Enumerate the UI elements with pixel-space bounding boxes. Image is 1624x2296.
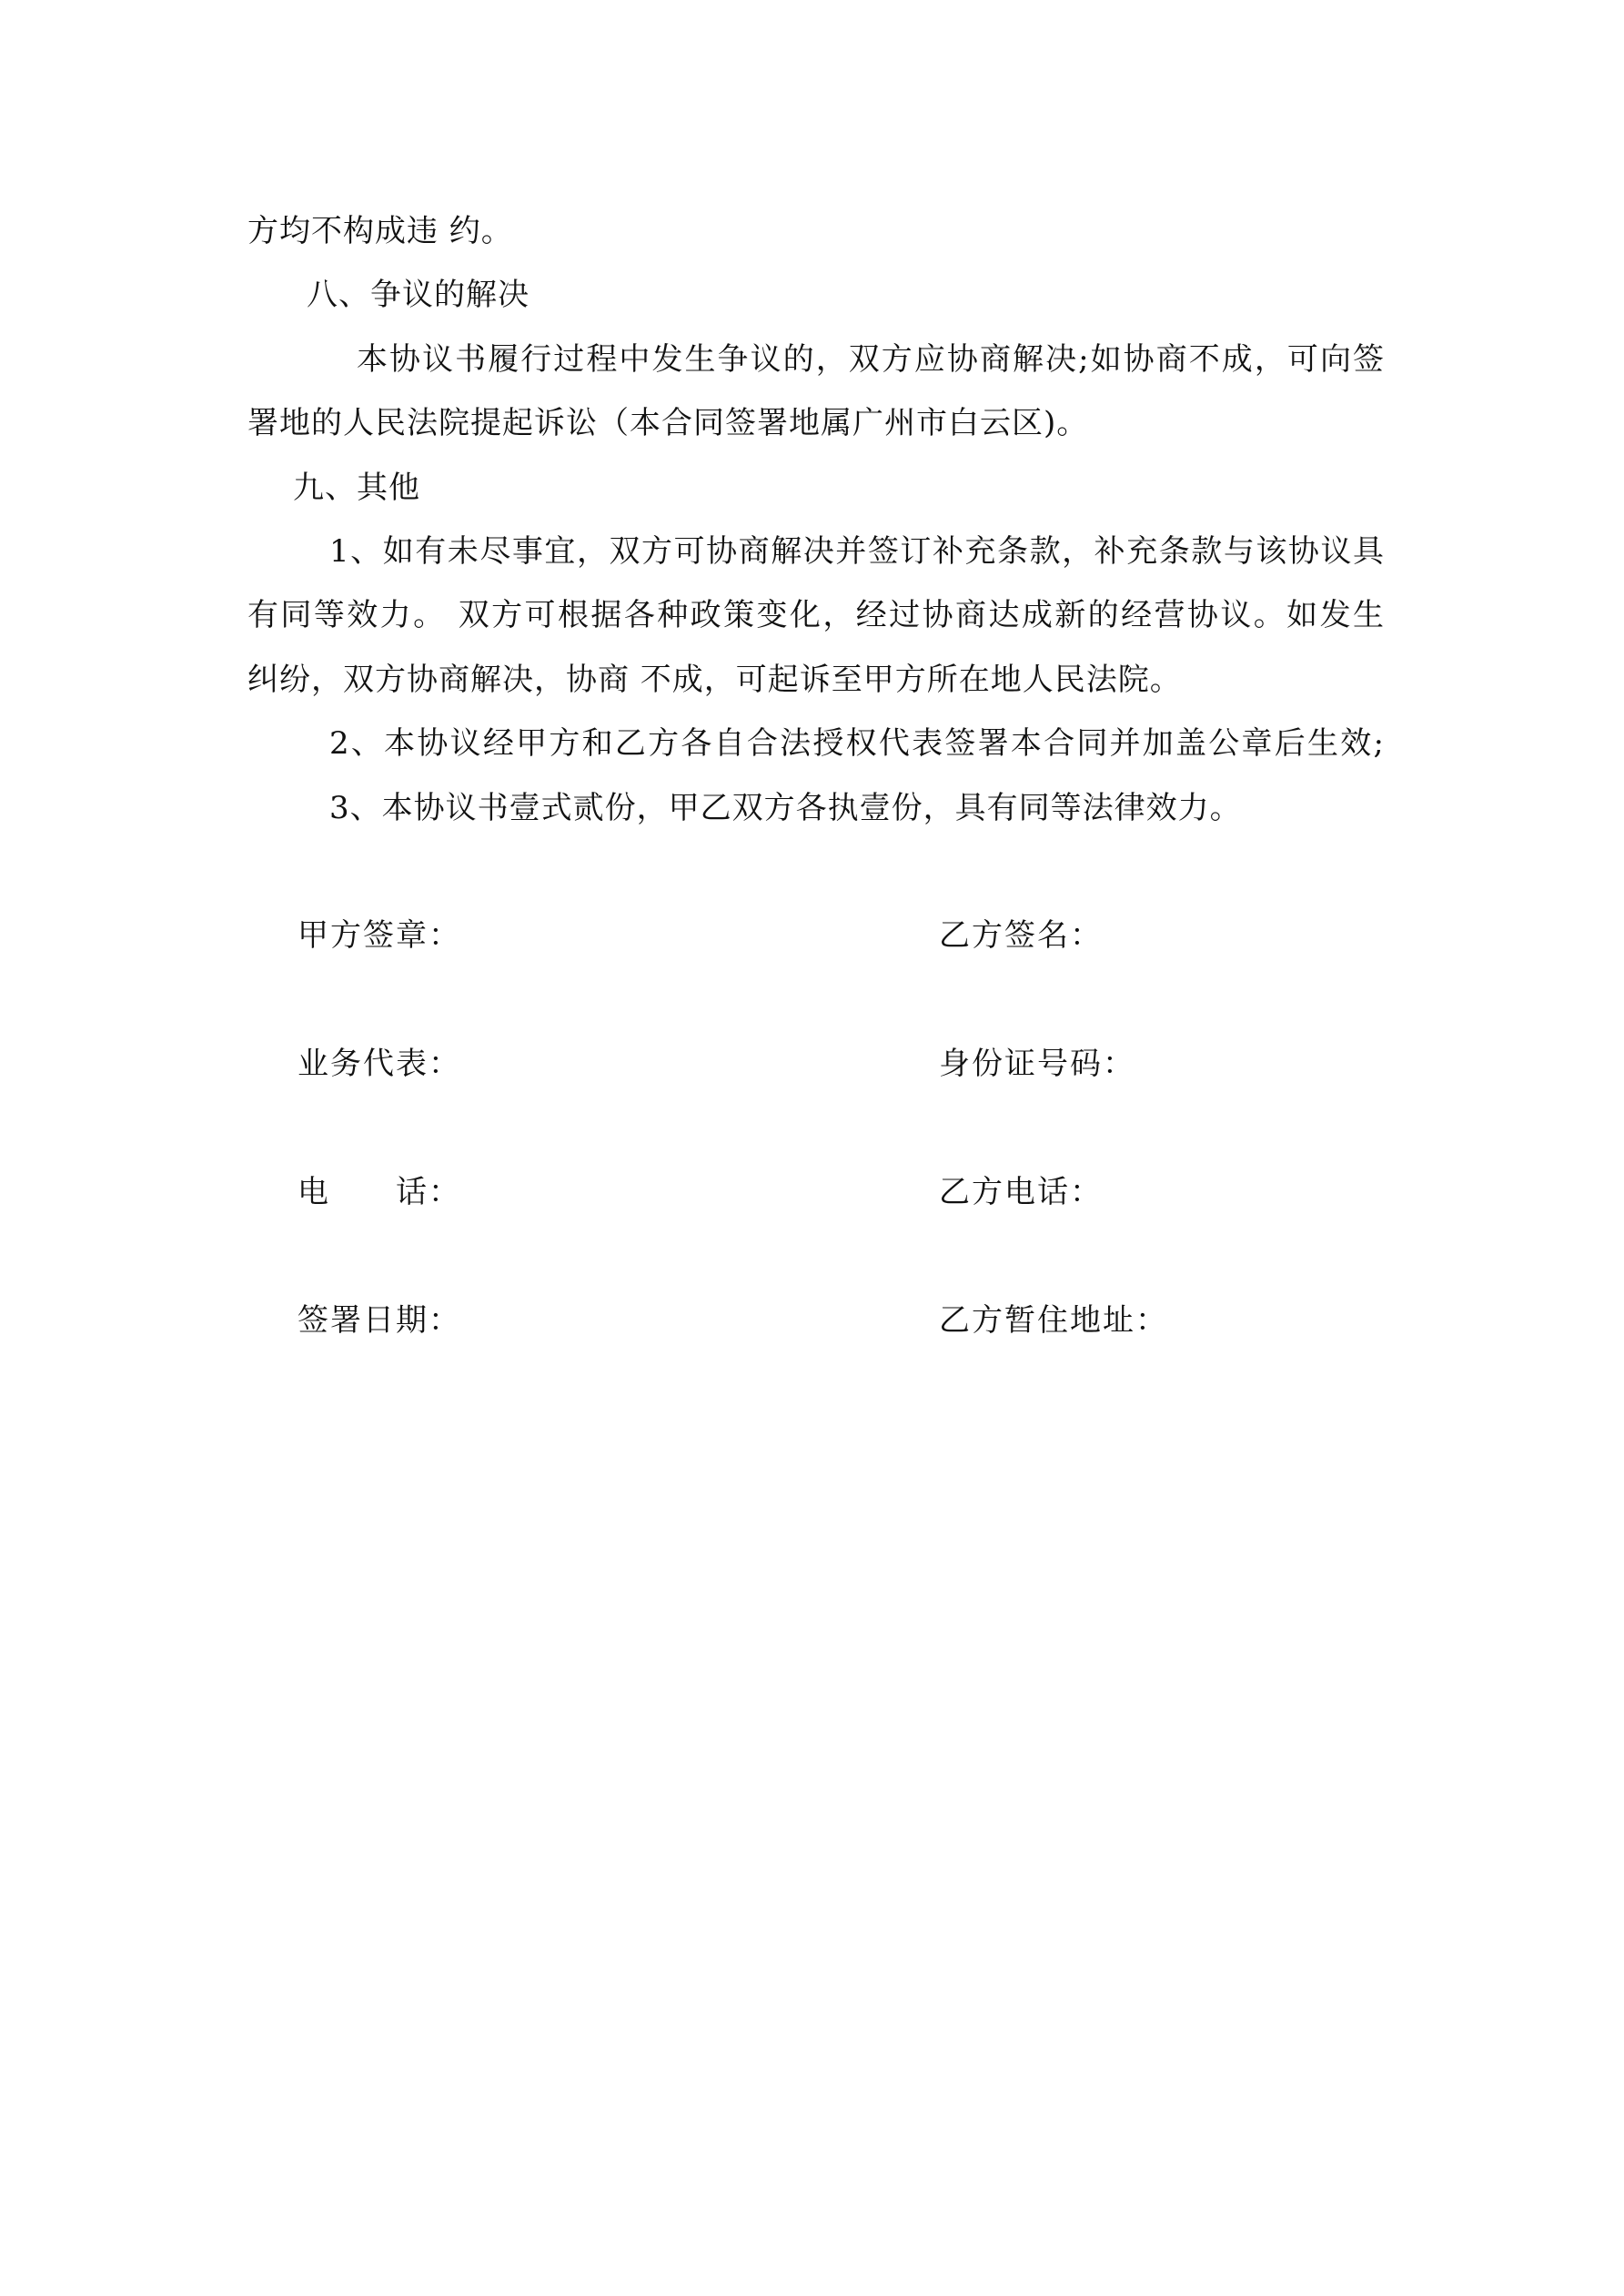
section8-body-line2: 署地的人民法院提起诉讼（本合同签署地属广州市白云区)。 [247, 405, 1089, 441]
section9-heading: 九、其他 [293, 470, 420, 506]
section9-item1-line2: 有同等效力。 双方可根据各种政策变化，经过协商达成新的经营协议。如发生 [247, 597, 1385, 633]
section9-item1-line1: 1、如有未尽事宜，双方可协商解决并签订补充条款，补充条款与该协议具 [329, 533, 1385, 570]
party-a-seal-label: 甲方签章： [298, 917, 461, 954]
party-b-sign-label: 乙方签名： [939, 917, 1103, 954]
party-b-address-label: 乙方暂住地址： [939, 1302, 1168, 1339]
party-b-phone-label: 乙方电话： [939, 1174, 1103, 1210]
section8-heading: 八、争议的解决 [307, 277, 530, 313]
party-a-date-label: 签署日期： [298, 1302, 461, 1339]
party-a-rep-label: 业务代表： [298, 1046, 461, 1082]
section9-item2: 2、本协议经甲方和乙方各自合法授权代表签署本合同并加盖公章后生效; [329, 725, 1385, 762]
section9-item3: 3、本协议书壹式贰份，甲乙双方各执壹份，具有同等法律效力。 [329, 790, 1242, 826]
section7-tail: 方均不构成违 约。 [247, 213, 513, 249]
party-b-id-label: 身份证号码： [939, 1046, 1135, 1082]
section9-item1-line3: 纠纷，双方协商解决，协商 不成，可起诉至甲方所在地人民法院。 [247, 662, 1182, 698]
party-a-phone-label: 电 话： [298, 1174, 461, 1210]
section8-body-line1: 本协议书履行过程中发生争议的，双方应协商解决;如协商不成，可向签 [357, 341, 1385, 378]
